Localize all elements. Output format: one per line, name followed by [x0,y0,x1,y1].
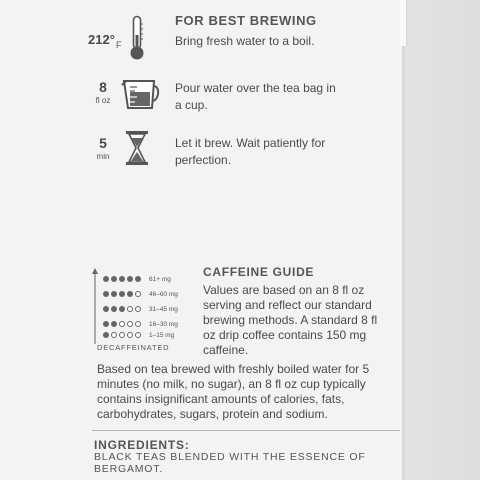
caffeine-dot-empty [135,332,141,338]
caffeine-dot-filled [127,291,133,297]
caffeine-dot-empty [111,332,117,338]
decaffeinated-label: DECAFFEINATED [97,343,170,352]
caffeine-dot-filled [103,291,109,297]
caffeine-dot-empty [119,321,125,327]
caffeine-dot-empty [119,332,125,338]
caffeine-dot-empty [135,291,141,297]
caffeine-level-row [103,329,174,341]
temperature-unit: F [116,40,122,50]
volume-unit: fl oz [95,96,111,105]
caffeine-level-label: 1–15 mg [149,331,175,339]
caffeine-guide-title: CAFFEINE GUIDE [203,265,315,279]
caffeine-dot-filled [111,276,117,282]
caffeine-level-row [103,273,171,285]
caffeine-dot-filled [111,306,117,312]
box-side-flap [402,0,480,480]
caffeine-dot-filled [119,306,125,312]
box-flap-edge [400,0,406,46]
brew-step-text: Pour water over the tea bag in a cup. [175,81,336,112]
caffeine-level-label: 16–30 mg [149,320,178,328]
caffeine-dot-empty [127,332,133,338]
caffeine-scale-arrow-icon [91,268,99,344]
caffeine-level-row [103,288,178,300]
caffeine-dot-filled [103,332,109,338]
caffeine-dot-filled [111,291,117,297]
time-unit: min [96,152,110,161]
brew-step-text: Bring fresh water to a boil. [175,34,315,48]
hourglass-icon [124,130,150,166]
ingredients-text: BLACK TEAS BLENDED WITH THE ESSENCE OF BERGAMOT. [94,451,366,475]
brew-step-text: Let it brew. Wait patiently for perfection. [175,136,326,167]
caffeine-dot-empty [135,321,141,327]
temperature-value: 212° [88,32,115,47]
caffeine-dot-empty [135,306,141,312]
measuring-cup-icon [120,77,160,111]
caffeine-dot-filled [135,276,141,282]
caffeine-level-label: 61+ mg [149,275,171,283]
caffeine-dot-filled [103,321,109,327]
caffeine-dot-filled [127,276,133,282]
caffeine-dot-filled [111,321,117,327]
caffeine-dot-filled [119,276,125,282]
divider [92,430,400,431]
caffeine-dot-empty [127,306,133,312]
nutrition-note: Based on tea brewed with freshly boiled water for 5 minutes (no milk, no sugar), an 8 fl oz cup typically contains insignificant amounts of calories, fats, carbohydrates, sugars, protein and sodium. [97,362,370,421]
caffeine-dot-filled [103,306,109,312]
caffeine-dot-filled [103,276,109,282]
thermometer-icon [128,15,146,61]
brewing-title: FOR BEST BREWING [175,13,317,28]
caffeine-level-label: 31–45 mg [149,305,178,313]
caffeine-dot-filled [119,291,125,297]
caffeine-level-row [103,303,178,315]
caffeine-level-label: 46–60 mg [149,290,178,298]
time-value: 5 [99,135,107,151]
caffeine-guide-text: Values are based on an 8 fl oz serving and reflect our standard brewing methods. A standard 8 fl oz drip coffee contains 150 mg caffeine. [203,283,378,357]
volume-value: 8 [99,79,107,95]
caffeine-dot-empty [127,321,133,327]
ingredients-title: INGREDIENTS: [94,438,190,452]
